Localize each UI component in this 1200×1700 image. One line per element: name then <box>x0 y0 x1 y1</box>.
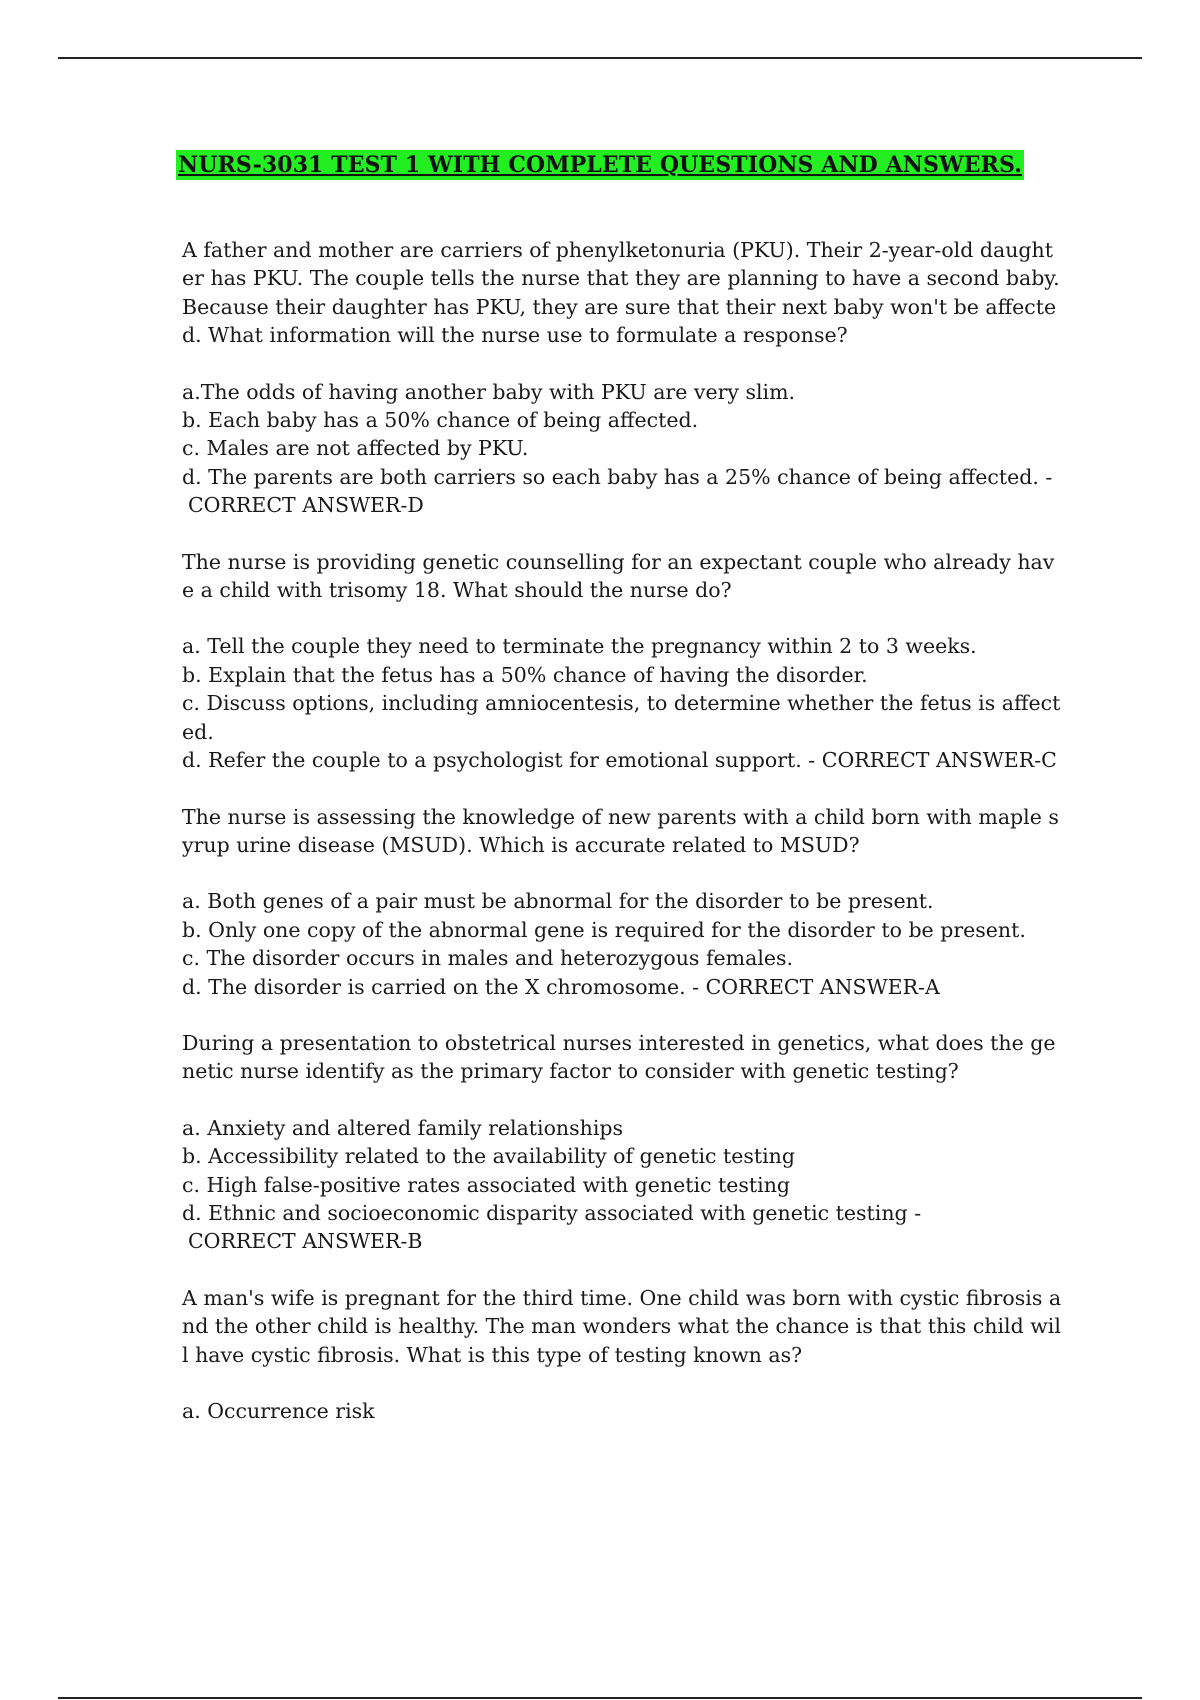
question-list <box>182 236 1062 1453</box>
question-stem: A father and mother are carriers of phenylketonuria (PKU). Their 2-year-old daughter has PKU. The couple tells the nurse that they are planning to have a second baby. Because their daughter has PKU, they are sure that their next baby won't be affected. What information will the nurse use to formulate a response? <box>182 238 1060 348</box>
option-d: d. The disorder is carried on the X chromosome. - CORRECT ANSWER-A <box>182 974 940 999</box>
option-b: b. Accessibility related to the availability of genetic testing <box>182 1144 796 1169</box>
question-1 <box>182 236 1062 520</box>
option-a: a. Both genes of a pair must be abnormal for the disorder to be present. <box>182 889 934 914</box>
question-stem: The nurse is assessing the knowledge of new parents with a child born with maple syrup urine disease (MSUD). Which is accurate related to MSUD? <box>182 804 1059 857</box>
option-a: a. Anxiety and altered family relationships <box>182 1115 624 1140</box>
option-a: a. Tell the couple they need to terminate the pregnancy within 2 to 3 weeks. <box>182 634 977 659</box>
option-d: d. Ethnic and socioeconomic disparity associated with genetic testing - <box>182 1200 922 1225</box>
question-4 <box>182 1029 1062 1256</box>
top-rule <box>58 57 1142 59</box>
option-b: b. Each baby has a 50% chance of being affected. <box>182 408 699 433</box>
option-a: a. Occurrence risk <box>182 1399 375 1423</box>
correct-answer: CORRECT ANSWER-D <box>188 493 424 518</box>
correct-answer: CORRECT ANSWER-B <box>188 1229 423 1254</box>
option-d: d. The parents are both carriers so each baby has a 25% chance of being affected. - <box>182 464 1053 489</box>
question-stem: The nurse is providing genetic counselling for an expectant couple who already have a child with trisomy 18. What should the nurse do? <box>182 549 1055 603</box>
document-title: NURS-3031 TEST 1 WITH COMPLETE QUESTIONS AND ANSWERS. <box>177 152 1023 178</box>
option-c: c. High false-positive rates associated with genetic testing <box>182 1172 791 1197</box>
option-d: d. Refer the couple to a psychologist for emotional support. - CORRECT ANSWER-C <box>182 748 1057 773</box>
option-b: b. Only one copy of the abnormal gene is required for the disorder to be present. <box>182 917 1026 942</box>
question-stem: During a presentation to obstetrical nurses interested in genetics, what does the genetic nurse identify as the primary factor to consider with genetic testing? <box>182 1030 1056 1084</box>
option-a: a.The odds of having another baby with PKU are very slim. <box>182 379 796 404</box>
option-c: c. Males are not affected by PKU. <box>182 436 529 461</box>
question-2 <box>182 548 1062 775</box>
title-wrap <box>0 150 1200 180</box>
bottom-rule <box>58 1697 1142 1699</box>
question-stem: A man's wife is pregnant for the third time. One child was born with cystic fibrosis and the other child is healthy. The man wonders what the chance is that this child will have cystic fibrosis. What is this type of testing known as? <box>182 1285 1062 1367</box>
option-c: c. The disorder occurs in males and heterozygous females. <box>182 946 794 971</box>
question-3 <box>182 803 1062 1001</box>
question-5 <box>182 1284 1062 1426</box>
option-c: c. Discuss options, including amniocentesis, to determine whether the fetus is affected. <box>182 691 1061 744</box>
option-b: b. Explain that the fetus has a 50% chance of having the disorder. <box>182 662 868 687</box>
